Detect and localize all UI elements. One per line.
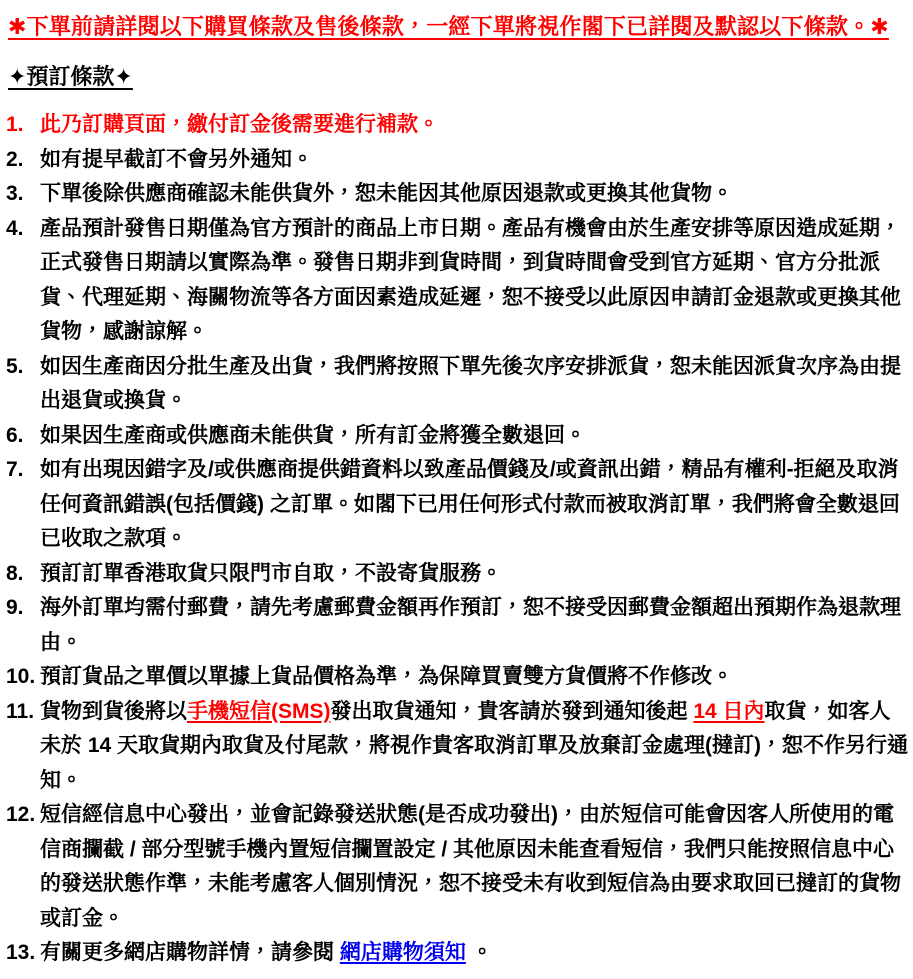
term-number-11: 11.	[6, 699, 35, 723]
term-text-5	[40, 350, 909, 419]
term-item-6	[6, 419, 909, 454]
term-text-segment: 如果因生產商或供應商未能供貨，所有訂金將獲全數退回。	[40, 423, 586, 447]
term-number-4: 4.	[6, 216, 24, 240]
shop-guide-link[interactable]: 網店購物須知	[339, 941, 466, 964]
term-text-8	[40, 557, 909, 592]
term-text-segment: 。	[465, 941, 493, 964]
term-item-4	[6, 212, 909, 350]
term-item-13	[6, 936, 909, 971]
term-number-10: 10.	[6, 665, 36, 688]
term-item-1	[6, 108, 909, 143]
term-text-13	[40, 936, 909, 971]
term-text-4	[40, 212, 909, 350]
pre-order-warning-heading: ✱下單前請詳閱以下購買條款及售後條款，一經下單將視作閣下已詳閱及默認以下條款。✱	[8, 14, 889, 39]
term-text-segment: 產品預計發售日期僅為官方預計的商品上市日期。產品有機會由於生產安排等原因造成延期，正式發售日期請以實際為準。發售日期非到貨時間，到貨時間會受到官方延期、官方分批派貨、代理延期、海關物流等各方面因素造成延遲，恕不接受以此原因申請訂金退款或更換其他貨物，感謝諒解。	[40, 216, 901, 343]
term-text-9	[40, 591, 909, 660]
term-item-8	[6, 557, 909, 592]
term-text-segment: 如有出現因錯字及/或供應商提供錯資料以致產品價錢及/或資訊出錯，精品有權利-拒絕及取消任何資訊錯誤(包括價錢) 之訂單。如閣下已用任何形式付款而被取消訂單，我們將會全數退回已收取之款項。	[40, 458, 900, 550]
term-number-9: 9.	[6, 596, 24, 619]
term-text-segment: 有關更多網店購物詳情，請參閱	[40, 941, 340, 964]
term-number-7: 7.	[6, 458, 24, 481]
term-item-12	[6, 798, 909, 936]
term-text-2	[40, 143, 909, 178]
term-text-segment: 貨物到貨後將以	[40, 699, 187, 723]
term-text-7	[40, 453, 909, 557]
term-text-1	[40, 108, 909, 143]
red-underline-text: 14 日內	[693, 699, 765, 723]
term-number-3: 3.	[6, 182, 24, 205]
term-text-6	[40, 419, 909, 454]
term-text-12	[40, 798, 909, 936]
term-text-segment: 取貨，如客人未於 14 天取貨期內取貨及付尾款，將視作貴客取消訂單及放棄訂金處理(撻訂)，恕不作另行通知。	[40, 699, 909, 792]
term-text-segment: 此乃訂購頁面，繳付訂金後需要進行補款。	[40, 113, 439, 136]
term-item-10	[6, 660, 909, 695]
term-number-13: 13.	[6, 941, 36, 964]
term-text-3	[40, 177, 909, 212]
term-number-12: 12.	[6, 803, 36, 826]
term-text-segment: 預訂訂單香港取貨只限門市自取，不設寄貨服務。	[40, 561, 502, 585]
term-text-segment: 如因生產商因分批生產及出貨，我們將按照下單先後次序安排派貨，恕未能因派貨次序為由提出退貨或換貨。	[40, 354, 901, 412]
term-item-11	[6, 695, 909, 799]
term-text-segment: 發出取貨通知，貴客請於發到通知後起	[330, 699, 694, 723]
section-title-pre-order-terms: ✦預訂條款✦	[8, 64, 133, 89]
term-item-9	[6, 591, 909, 660]
term-number-6: 6.	[6, 423, 24, 447]
term-number-1: 1.	[6, 113, 24, 136]
term-item-5	[6, 350, 909, 419]
term-text-11	[40, 695, 909, 799]
term-number-8: 8.	[6, 561, 24, 585]
term-number-2: 2.	[6, 147, 24, 171]
term-item-2	[6, 143, 909, 178]
term-text-segment: 下單後除供應商確認未能供貨外，恕未能因其他原因退款或更換其他貨物。	[40, 182, 733, 205]
term-number-5: 5.	[6, 354, 24, 378]
term-text-10	[40, 660, 909, 695]
term-item-3	[6, 177, 909, 212]
term-text-segment: 短信經信息中心發出，並會記錄發送狀態(是否成功發出)，由於短信可能會因客人所使用的電信商攔截 / 部分型號手機內置短信攔置設定 / 其他原因未能查看短信，我們只能按照信息中心的發送狀態作準，未能考慮客人個別情況，恕不接受未有收到短信為由要求取回已撻訂的貨物或訂金。	[40, 803, 901, 930]
terms-list	[6, 108, 909, 971]
term-text-segment: 如有提早截訂不會另外通知。	[40, 147, 313, 171]
term-text-segment: 預訂貨品之單價以單據上貨品價格為準，為保障買賣雙方貨價將不作修改。	[40, 665, 733, 688]
term-text-segment: 海外訂單均需付郵費，請先考慮郵費金額再作預訂，恕不接受因郵費金額超出預期作為退款理由。	[40, 596, 901, 654]
red-underline-text: 手機短信(SMS)	[187, 699, 331, 723]
term-item-7	[6, 453, 909, 557]
